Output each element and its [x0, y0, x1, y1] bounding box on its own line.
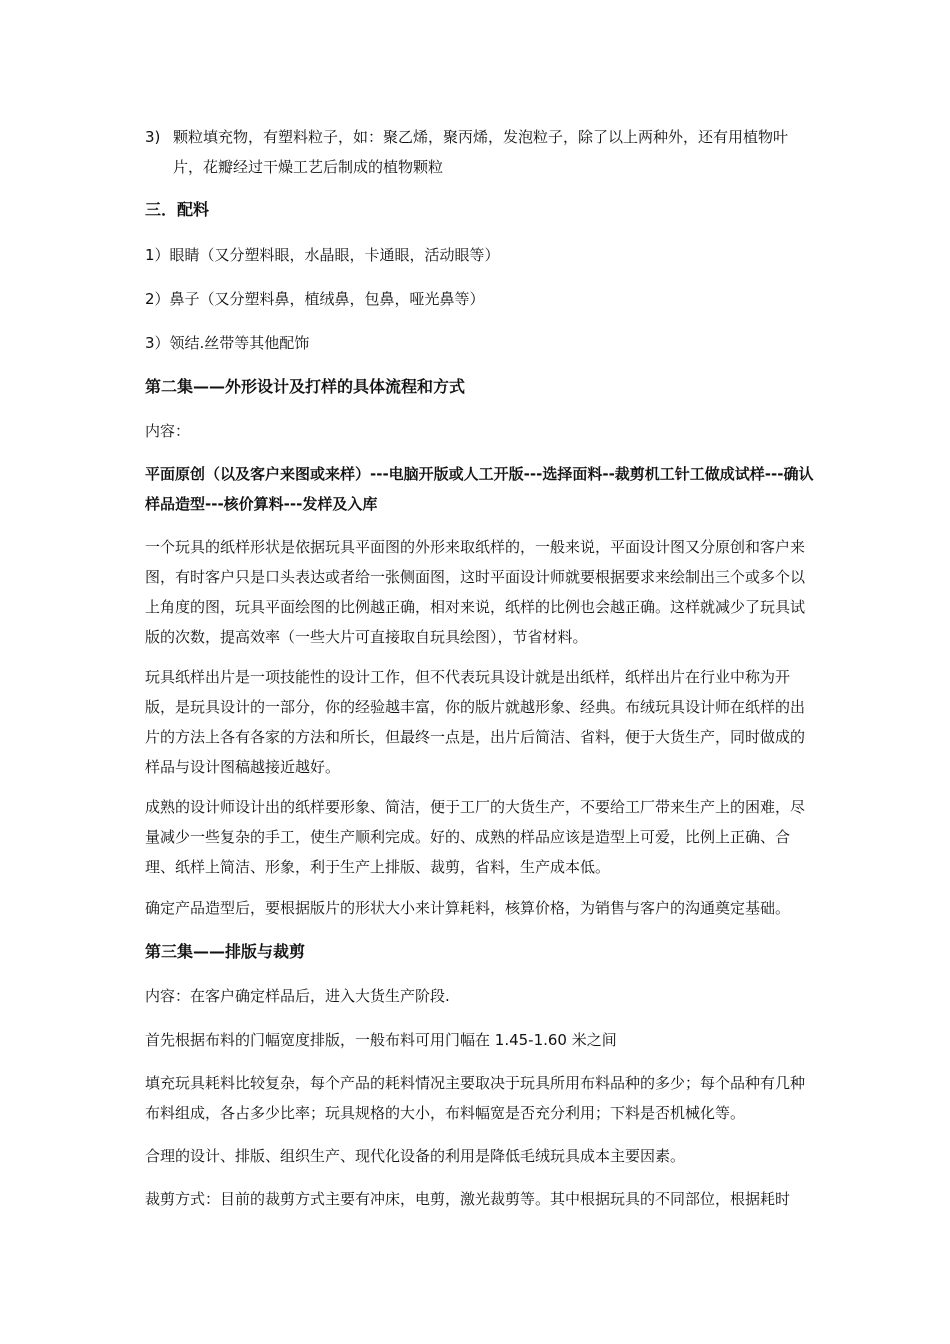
episode-3-heading: 第三集——排版与裁剪	[145, 942, 306, 961]
section-heading-accessories: 三．配料	[145, 200, 210, 219]
episode-2-paragraph-4: 确定产品造型后，要根据版片的形状大小来计算耗料，核算价格，为销售与客户的沟通奠定基础。	[145, 899, 791, 917]
episode-3-paragraph-4: 裁剪方式：目前的裁剪方式主要有冲床，电剪，激光裁剪等。其中根据玩具的不同部位，根据耗时	[145, 1190, 791, 1208]
episode-2-heading: 第二集——外形设计及打样的具体流程和方式	[145, 377, 466, 396]
episode-2-paragraph-3: 成熟的设计师设计出的纸样要形象、简洁，便于工厂的大货生产，不要给工厂带来生产上的困难，尽量减少一些复杂的手工，使生产顺利完成。好的、成熟的样品应该是造型上可爱，比例上正确、合理、纸样上简洁、形象，利于生产上排版、裁剪，省料，生产成本低。	[145, 798, 806, 876]
episode-2-paragraph-2: 玩具纸样出片是一项技能性的设计工作，但不代表玩具设计就是出纸样，纸样出片在行业中称为开版，是玩具设计的一部分，你的经验越丰富，你的版片就越形象、经典。布绒玩具设计师在纸样的出片的方法上各有各家的方法和所长，但最终一点是，出片后简洁、省料，便于大货生产，同时做成的样品与设计图稿越接近越好。	[145, 668, 806, 776]
episode-2-flow: 平面原创（以及客户来图或来样）---电脑开版或人工开版---选择面料--裁剪机工针工做成试样---确认样品造型---核价算料---发样及入库	[145, 465, 814, 513]
accessory-item-nose: 2）鼻子（又分塑料鼻，植绒鼻，包鼻，哑光鼻等）	[145, 290, 485, 308]
episode-3-content: 内容：在客户确定样品后，进入大货生产阶段.	[145, 987, 450, 1005]
list-number: 3)	[145, 128, 161, 146]
episode-3-paragraph-2: 填充玩具耗料比较复杂，每个产品的耗料情况主要取决于玩具所用布料品种的多少；每个品种有几种布料组成，各占多少比率；玩具规格的大小，布料幅宽是否充分利用；下料是否机械化等。	[145, 1074, 806, 1122]
accessory-item-ornaments: 3）领结.丝带等其他配饰	[145, 334, 310, 352]
list-text: 颗粒填充物，有塑料粒子，如：聚乙烯，聚丙烯，发泡粒子，除了以上两种外，还有用植物叶片，花瓣经过干燥工艺后制成的植物颗粒	[173, 128, 789, 176]
episode-3-paragraph-3: 合理的设计、排版、组织生产、现代化设备的利用是降低毛绒玩具成本主要因素。	[145, 1147, 686, 1165]
episode-3-paragraph-1: 首先根据布料的门幅宽度排版，一般布料可用门幅在 1.45-1.60 米之间	[145, 1031, 617, 1049]
episode-2-paragraph-1: 一个玩具的纸样形状是依据玩具平面图的外形来取纸样的，一般来说，平面设计图又分原创和客户来图，有时客户只是口头表达或者给一张侧面图，这时平面设计师就要根据要求来绘制出三个或多个以上角度的图，玩具平面绘图的比例越正确，相对来说，纸样的比例也会越正确。这样就减少了玩具试版的次数，提高效率（一些大片可直接取自玩具绘图），节省材料。	[145, 538, 806, 646]
accessory-item-eyes: 1）眼睛（又分塑料眼，水晶眼，卡通眼，活动眼等）	[145, 246, 500, 264]
list-item-granular-filling	[145, 122, 815, 182]
episode-2-content-label: 内容：	[145, 422, 191, 440]
